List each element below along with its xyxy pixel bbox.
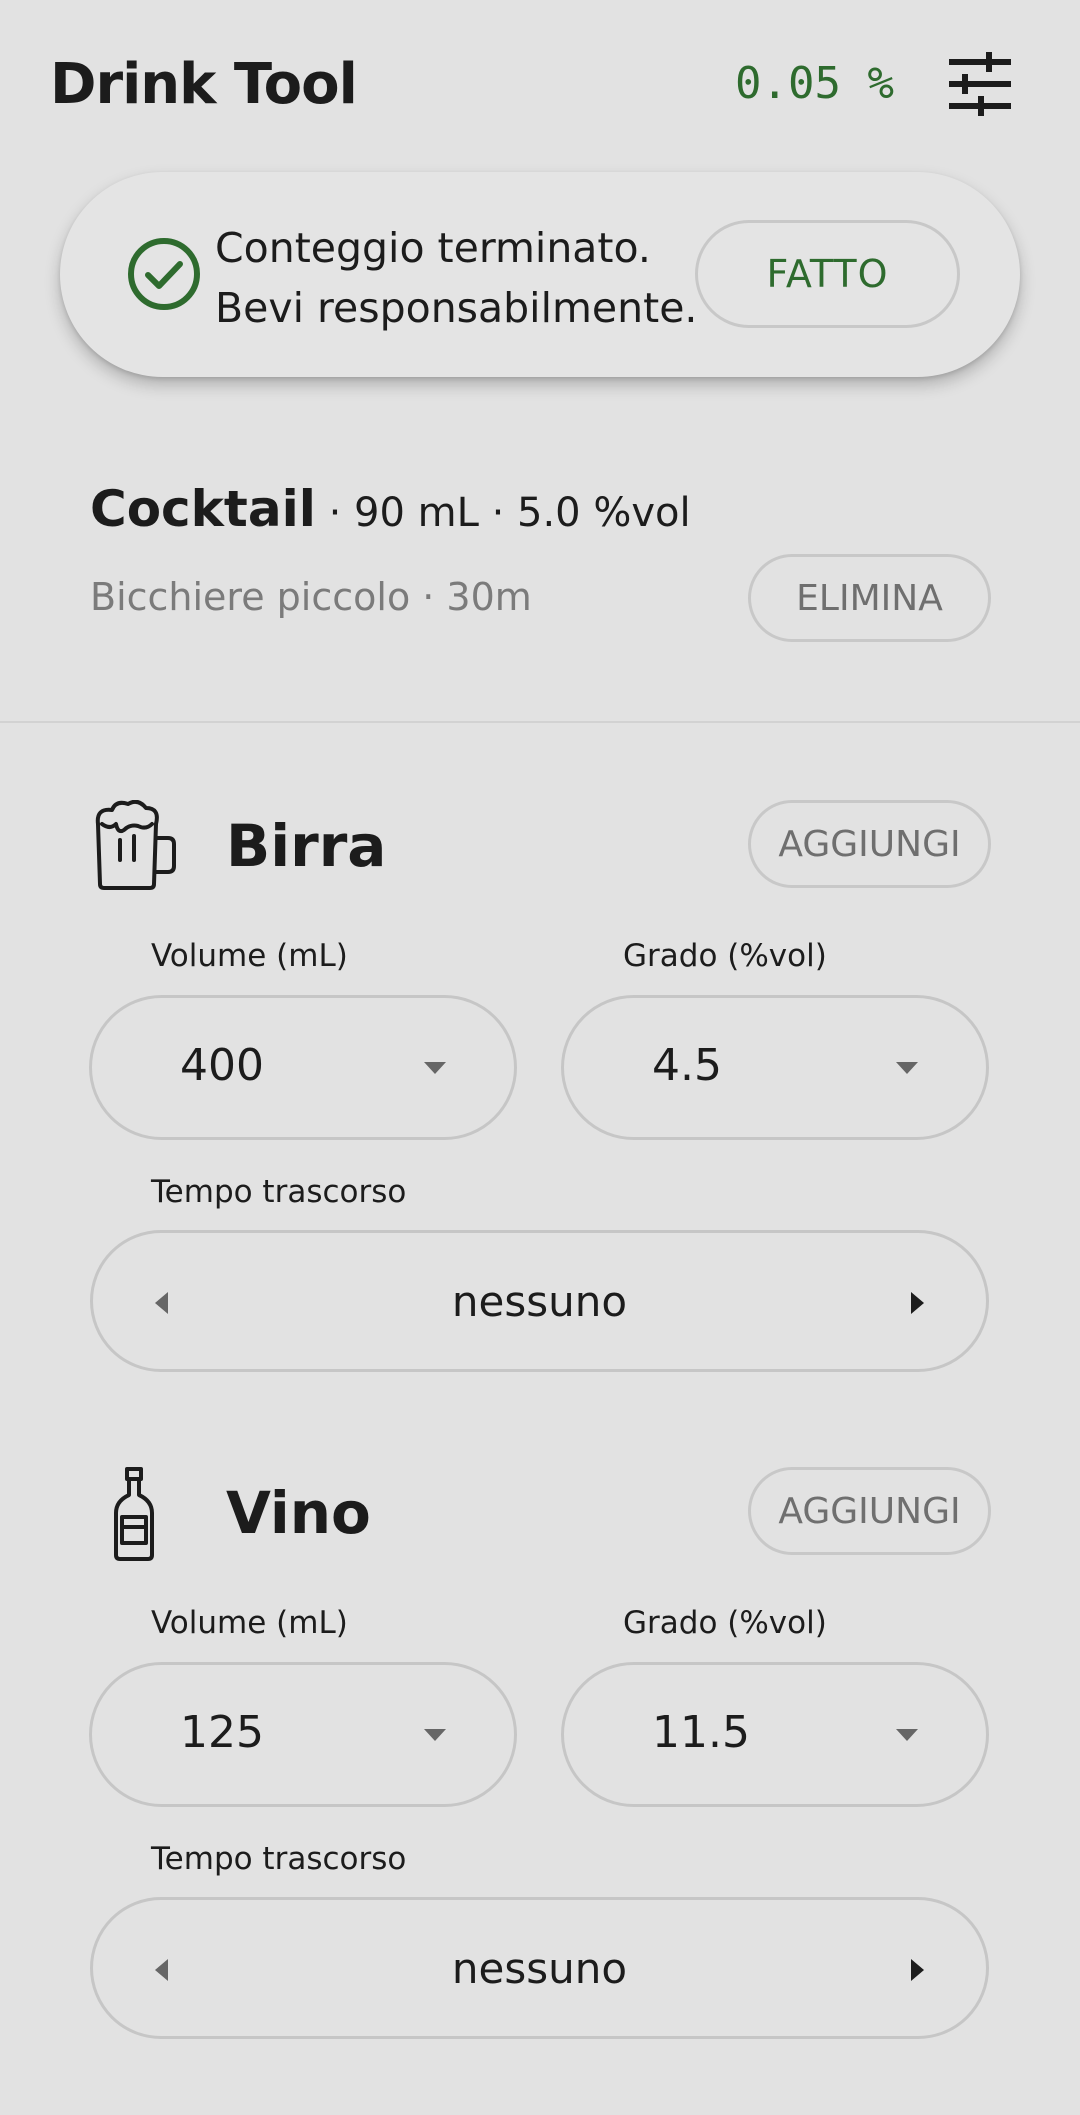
volume-label: Volume (mL) (151, 1605, 348, 1641)
time-label: Tempo trascorso (151, 1174, 407, 1210)
banner-line-1: Conteggio terminato. (215, 224, 651, 272)
grade-select[interactable] (561, 1662, 989, 1807)
chevron-down-icon (424, 1062, 446, 1074)
bac-readout: 0.05 % (735, 58, 894, 109)
elapsed-time-value: nessuno (451, 1277, 628, 1326)
chevron-down-icon (424, 1729, 446, 1741)
volume-value: 125 (180, 1707, 264, 1758)
banner-line-2: Bevi responsabilmente. (215, 284, 698, 332)
elapsed-time-stepper[interactable] (90, 1230, 989, 1372)
volume-value: 400 (180, 1040, 264, 1091)
arrow-right-icon[interactable] (911, 1959, 924, 1981)
grade-value: 11.5 (652, 1707, 750, 1758)
add-wine-button[interactable]: AGGIUNGI (748, 1467, 991, 1555)
chevron-down-icon (896, 1729, 918, 1741)
logged-drink (0, 460, 1080, 722)
logged-drink-details: · 90 mL · 5.0 %vol (315, 490, 691, 536)
grade-label: Grado (%vol) (623, 938, 827, 974)
logged-drink-name: Cocktail (90, 480, 316, 538)
volume-select[interactable] (89, 1662, 517, 1807)
grade-value: 4.5 (652, 1040, 722, 1091)
elapsed-time-stepper[interactable] (90, 1897, 989, 2039)
wine-bottle-icon (90, 1467, 180, 1562)
logged-drink-header (90, 480, 691, 538)
elapsed-time-value: nessuno (451, 1944, 628, 1993)
app-title: Drink Tool (50, 52, 357, 117)
volume-label: Volume (mL) (151, 938, 348, 974)
grade-select[interactable] (561, 995, 989, 1140)
top-app-bar (0, 0, 1080, 170)
chevron-down-icon (896, 1062, 918, 1074)
arrow-right-icon[interactable] (911, 1292, 924, 1314)
completion-banner (60, 172, 1020, 377)
grade-label: Grado (%vol) (623, 1605, 827, 1641)
volume-select[interactable] (89, 995, 517, 1140)
time-label: Tempo trascorso (151, 1841, 407, 1877)
logged-drink-subtitle: Bicchiere piccolo · 30m (90, 575, 532, 619)
add-beer-button[interactable]: AGGIUNGI (748, 800, 991, 888)
beer-mug-icon (90, 800, 180, 895)
tune-icon[interactable] (945, 52, 1015, 116)
section-title: Vino (226, 1479, 371, 1547)
section-title: Birra (226, 812, 387, 880)
drink-section-beer (0, 800, 1080, 1400)
check-circle-icon (126, 236, 202, 312)
divider (0, 721, 1080, 723)
drink-section-wine (0, 1467, 1080, 2067)
delete-button[interactable]: ELIMINA (748, 554, 991, 642)
done-button[interactable]: FATTO (695, 220, 960, 328)
banner-message (215, 218, 697, 338)
